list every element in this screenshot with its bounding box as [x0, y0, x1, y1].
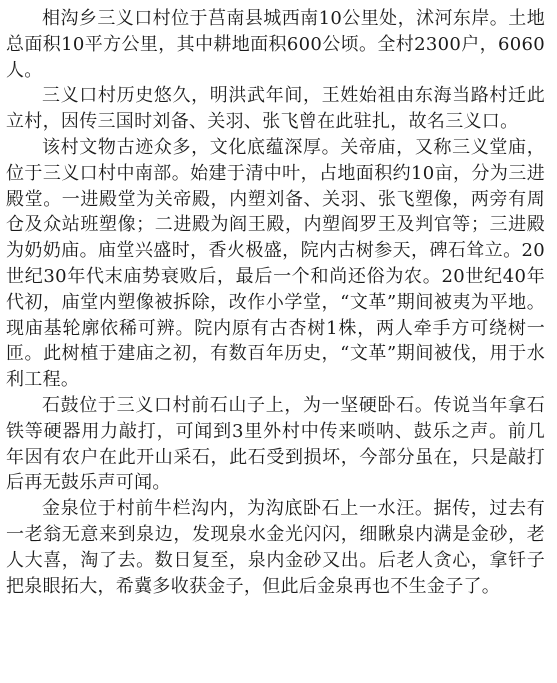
paragraph-guandi-temple: 该村文物古迹众多，文化底蕴深厚。关帝庙，又称三义堂庙，位于三义口村中南部。始建于清中叶，占地面积约10亩，分为三进殿堂。一进殿堂为关帝殿，内塑刘备、关羽、张飞塑像，两旁有周仓及众站班塑像；二进殿为阎王殿，内塑阎罗王及判官等；三进殿为奶奶庙。庙堂兴盛时，香火极盛，院内古树参天，碑石耸立。20世纪30年代末庙势衰败后，最后一个和尚还俗为农。20世纪40年代初，庙堂内塑像被拆除，改作小学堂，“文革”期间被夷为平地。现庙基轮廓依稀可辨。院内原有古杏树1株，两人牵手方可绕树一匝。此树植于建庙之初，有数百年历史，“文革”期间被伐，用于水利工程。	[6, 136, 545, 391]
paragraph-village-history: 三义口村历史悠久，明洪武年间，王姓始祖由东海当路村迁此立村，因传三国时刘备、关羽、张飞曾在此驻扎，故名三义口。	[6, 85, 545, 133]
paragraph-golden-spring: 金泉位于村前牛栏沟内，为沟底卧石上一水汪。据传，过去有一老翁无意来到泉边，发现泉水金光闪闪，细瞅泉内满是金砂，老人大喜，淘了去。数日复至，泉内金砂又出。后老人贪心，拿钎子把泉眼拓大，希冀多收获金子，但此后金泉再也不生金子了。	[6, 498, 545, 597]
paragraph-village-overview: 相沟乡三义口村位于莒南县城西南10公里处，沭河东岸。土地总面积10平方公里，其中耕地面积600公顷。全村2300户，6060人。	[6, 8, 545, 81]
paragraph-stone-drum: 石鼓位于三义口村前石山子上，为一坚硬卧石。传说当年拿石铁等硬器用力敲打，可闻到3里外村中传来唢呐、鼓乐之声。前几年因有农户在此开山采石，此石受到损坏，今部分虽在，只是敲打后再无鼓乐声可闻。	[6, 394, 545, 494]
